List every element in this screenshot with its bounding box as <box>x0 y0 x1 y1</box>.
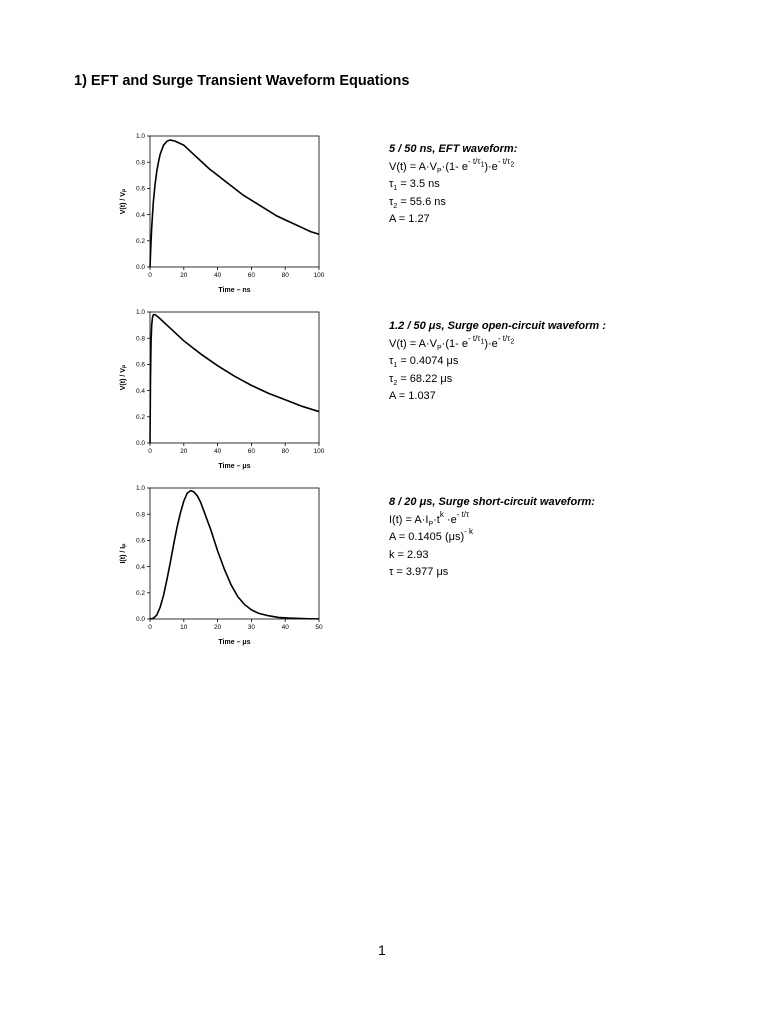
y-tick-label: 0.0 <box>135 440 145 448</box>
tau1-value: $\tau_1 = 3.5$ ns <box>389 178 440 193</box>
x-tick-label: 100 <box>313 272 325 279</box>
y-tick-label: 0.2 <box>135 238 145 245</box>
x-tick-label: 0 <box>148 272 152 279</box>
y-tick-label: 0.6 <box>135 361 145 369</box>
equation-title: 8 / 20 μs, Surge short-circuit waveform: <box>389 496 595 508</box>
y-axis-label: $V(t) / V_P$ <box>120 188 129 215</box>
x-tick-label: 80 <box>281 272 289 279</box>
x-tick-label: 60 <box>247 448 256 455</box>
x-tick-label: 50 <box>315 624 323 631</box>
x-tick-label: 10 <box>180 624 188 631</box>
y-tick-label: 1.0 <box>135 133 145 141</box>
x-tick-label: 20 <box>180 272 188 279</box>
series-line <box>150 491 319 619</box>
x-tick-label: 20 <box>180 448 188 455</box>
x-tick-label: 60 <box>247 272 256 279</box>
equation-line: $V(t) = A\cdot V_P\cdot(1-$ $e^{- t/\tau_1})\cdot e^{- t/\tau_2}$ <box>389 333 515 352</box>
a-value: A = 1.037 <box>389 390 436 402</box>
y-tick-label: 0.8 <box>135 159 145 167</box>
x-tick-label: 100 <box>313 448 325 455</box>
y-tick-label: 0.4 <box>135 563 145 571</box>
series-line <box>150 315 319 443</box>
y-tick-label: 0.6 <box>135 185 145 193</box>
x-tick-label: 40 <box>281 624 289 631</box>
y-tick-label: 0.0 <box>135 264 145 272</box>
y-tick-label: 0.6 <box>135 537 145 545</box>
y-tick-label: 0.8 <box>135 335 145 343</box>
eft-waveform-chart <box>110 128 340 298</box>
tau-value: τ = 3.977 μs <box>389 566 449 578</box>
y-tick-label: 0.0 <box>135 616 145 624</box>
plot-frame <box>150 488 319 619</box>
x-tick-label: 40 <box>213 272 222 279</box>
y-tick-label: 0.4 <box>135 211 145 219</box>
surge-short-circuit-svg <box>110 480 340 650</box>
tau2-value: $\tau_2 = 55.6$ ns <box>389 195 446 210</box>
y-axis-label: $I(t) / I_P$ <box>120 543 129 564</box>
y-tick-label: 0.8 <box>135 511 145 519</box>
eft-equation-block <box>389 141 719 229</box>
surge-short-circuit-chart <box>110 480 340 650</box>
x-tick-label: 20 <box>213 624 222 631</box>
section-heading: 1) EFT and Surge Transient Waveform Equations <box>74 73 410 89</box>
series-line <box>150 140 319 267</box>
y-axis-label: $V(t) / V_P$ <box>120 364 129 391</box>
x-tick-label: 0 <box>148 448 152 455</box>
surge-open-circuit-chart <box>110 304 340 474</box>
equation-line: $V(t) = A\cdot V_P\cdot(1-$ $e^{- t/\tau_1})\cdot e^{- t/\tau_2}$ <box>389 156 515 175</box>
equation-title: 1.2 / 50 μs, Surge open-circuit waveform : <box>389 320 606 332</box>
tau1-value: $\tau_1 = 0.4074$ μs <box>389 355 459 370</box>
equation-title: 5 / 50 ns, EFT waveform: <box>389 143 518 155</box>
x-axis-label: Time – ns <box>218 287 251 294</box>
a-value: A = 0.1405 $(\mu s)^{- k}$ <box>389 527 474 543</box>
plot-frame <box>150 312 319 443</box>
x-tick-label: 40 <box>213 448 222 455</box>
surge-open-circuit-svg <box>110 304 340 474</box>
equation-line: $I(t) = A\cdot I_P\cdot t^k \cdot e^{- t/\tau}$ <box>389 509 470 528</box>
x-tick-label: 80 <box>281 448 289 455</box>
eft-waveform-svg <box>110 128 340 298</box>
x-tick-label: 0 <box>148 624 152 631</box>
y-tick-label: 1.0 <box>135 309 145 317</box>
x-axis-label: Time – μs <box>218 639 251 646</box>
plot-frame <box>150 136 319 267</box>
tau2-value: $\tau_2 = 68.22$ μs <box>389 372 453 387</box>
surge-open-circuit-equation-block <box>389 318 719 406</box>
a-value: A = 1.27 <box>389 213 430 225</box>
k-value: k = 2.93 <box>389 548 429 561</box>
x-axis-label: Time – μs <box>218 463 251 470</box>
surge-short-circuit-equation-block <box>389 494 719 582</box>
y-tick-label: 0.4 <box>135 387 145 395</box>
y-tick-label: 0.2 <box>135 414 145 421</box>
page-number: 1 <box>378 942 386 958</box>
x-tick-label: 30 <box>247 624 256 631</box>
y-tick-label: 0.2 <box>135 590 145 597</box>
y-tick-label: 1.0 <box>135 485 145 493</box>
